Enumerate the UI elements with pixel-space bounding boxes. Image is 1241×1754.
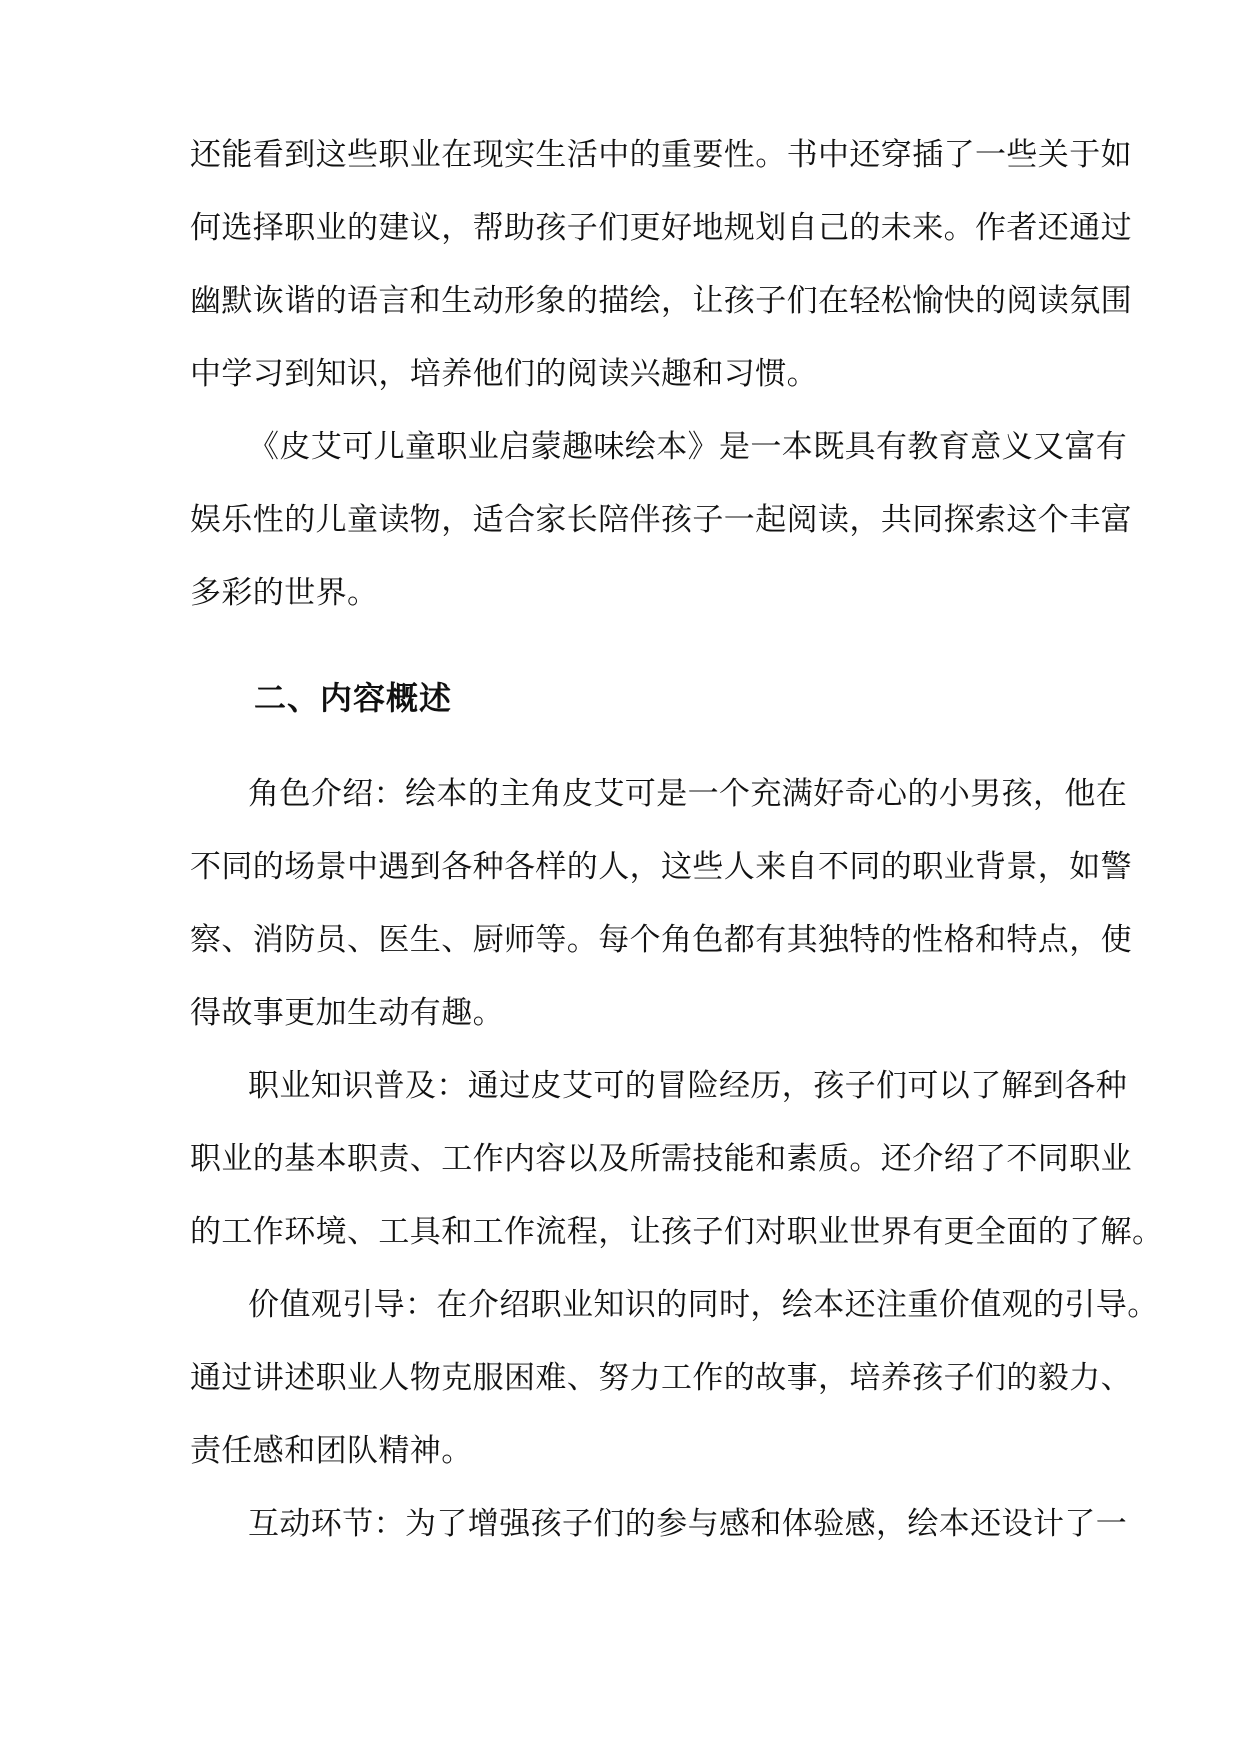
paragraph-line: 多彩的世界。 (190, 575, 379, 611)
paragraph-line: 幽默诙谐的语言和生动形象的描绘，让孩子们在轻松愉快的阅读氛围 (190, 283, 1132, 319)
paragraph-line: 得故事更加生动有趣。 (190, 995, 504, 1031)
paragraph-line: 价值观引导：在介绍职业知识的同时，绘本还注重价值观的引导。 (248, 1287, 1159, 1323)
paragraph-line: 职业的基本职责、工作内容以及所需技能和素质。还介绍了不同职业 (190, 1141, 1132, 1177)
paragraph-line: 不同的场景中遇到各种各样的人，这些人来自不同的职业背景，如警 (190, 849, 1132, 885)
section-heading: 二、内容概述 (254, 679, 453, 717)
paragraph-line: 的工作环境、工具和工作流程，让孩子们对职业世界有更全面的了解。 (190, 1214, 1164, 1250)
paragraph-line: 中学习到知识，培养他们的阅读兴趣和习惯。 (190, 356, 818, 392)
paragraph-line: 角色介绍：绘本的主角皮艾可是一个充满好奇心的小男孩，他在 (248, 776, 1128, 812)
paragraph-line: 娱乐性的儿童读物，适合家长陪伴孩子一起阅读，共同探索这个丰富 (190, 502, 1132, 538)
paragraph-line: 察、消防员、医生、厨师等。每个角色都有其独特的性格和特点，使 (190, 922, 1132, 958)
paragraph-line: 还能看到这些职业在现实生活中的重要性。书中还穿插了一些关于如 (190, 137, 1132, 173)
paragraph-line: 何选择职业的建议，帮助孩子们更好地规划自己的未来。作者还通过 (190, 210, 1132, 246)
paragraph-line: 责任感和团队精神。 (190, 1433, 473, 1469)
paragraph-line: 《皮艾可儿童职业启蒙趣味绘本》是一本既具有教育意义又富有 (248, 429, 1128, 465)
paragraph-line: 职业知识普及：通过皮艾可的冒险经历，孩子们可以了解到各种 (248, 1068, 1128, 1104)
paragraph-line: 通过讲述职业人物克服困难、努力工作的故事，培养孩子们的毅力、 (190, 1360, 1132, 1396)
paragraph-line: 互动环节：为了增强孩子们的参与感和体验感，绘本还设计了一 (248, 1506, 1128, 1542)
